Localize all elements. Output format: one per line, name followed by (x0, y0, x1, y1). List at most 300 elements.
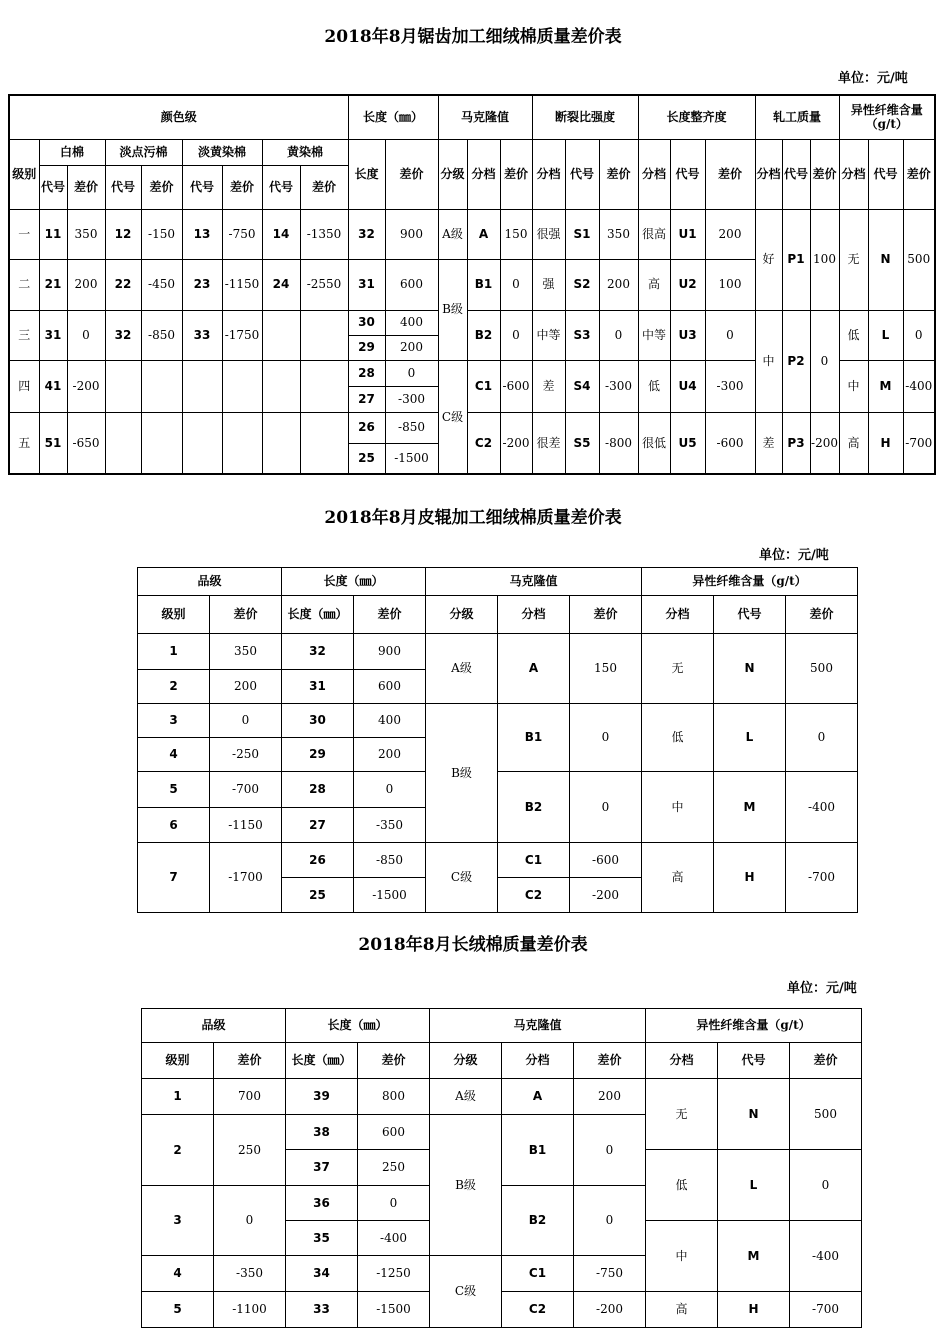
table-cell: 低 (839, 310, 868, 360)
col-color-header: 颜色级 (9, 95, 348, 139)
table-cell: -400 (786, 772, 858, 843)
table-cell: B1 (502, 1115, 574, 1186)
table-cell: -200 (810, 412, 839, 474)
table-cell: 4 (142, 1256, 214, 1292)
table3-unit: 单位：元/吨 (787, 981, 857, 996)
table-cell: -850 (141, 310, 182, 360)
table-cell: A级 (430, 1079, 502, 1115)
yellow-code-subheader: 代号 (262, 165, 300, 209)
table-cell: 11 (39, 209, 67, 259)
table-cell: 3 (138, 704, 210, 738)
table-cell: 0 (500, 310, 532, 360)
grade-header: 品级 (138, 568, 282, 596)
table-cell: 0 (574, 1186, 646, 1256)
table-cell: -150 (141, 209, 182, 259)
table2-rollergin-price-table (137, 567, 858, 913)
table-cell: B2 (498, 772, 570, 843)
table-cell: 好 (755, 209, 782, 310)
table-cell: -250 (210, 738, 282, 772)
table-cell: 6 (138, 808, 210, 843)
table-cell: -850 (354, 843, 426, 878)
table-cell: -1700 (210, 843, 282, 913)
table-cell (300, 412, 348, 474)
table-cell: A (502, 1079, 574, 1115)
table-cell: C级 (430, 1256, 502, 1328)
table-cell: S1 (565, 209, 599, 259)
table-cell: -600 (500, 360, 532, 412)
table-cell: -200 (67, 360, 105, 412)
table-cell: 0 (358, 1186, 430, 1221)
table-cell: C1 (467, 360, 500, 412)
table-cell: 12 (105, 209, 141, 259)
table-cell: A级 (426, 634, 498, 704)
table-cell: 350 (67, 209, 105, 259)
level-subheader: 级别 (142, 1043, 214, 1079)
table-cell: 500 (790, 1079, 862, 1150)
table-cell: 2 (138, 670, 210, 704)
table-cell: M (868, 360, 903, 412)
diff-subheader: 差价 (574, 1043, 646, 1079)
table-cell: -700 (786, 843, 858, 913)
col-ginning-header: 轧工质量 (755, 95, 839, 139)
table-cell: U3 (670, 310, 705, 360)
table-cell: 很低 (638, 412, 670, 474)
table-cell: B1 (467, 259, 500, 310)
foreign-code-subheader: 代号 (868, 139, 903, 209)
table-cell: 23 (182, 259, 222, 310)
table-cell: A (498, 634, 570, 704)
table-cell: -800 (599, 412, 638, 474)
table-cell: -1150 (210, 808, 282, 843)
white-cotton-header: 白棉 (39, 139, 105, 165)
table-cell: 很高 (638, 209, 670, 259)
table1-unit: 单位：元/吨 (838, 71, 908, 86)
table-cell: P3 (782, 412, 810, 474)
table-cell (262, 412, 300, 474)
foreign-fiber-header: 异性纤维含量（g/t） (646, 1009, 862, 1043)
table-cell: B2 (502, 1186, 574, 1256)
table-cell: S5 (565, 412, 599, 474)
diff-subheader: 差价 (790, 1043, 862, 1079)
table-cell: 800 (358, 1079, 430, 1115)
foreign-fiber-header: 异性纤维含量（g/t） (642, 568, 858, 596)
table-cell: 33 (286, 1292, 358, 1328)
mic-header: 马克隆值 (426, 568, 642, 596)
table-cell: B级 (426, 704, 498, 843)
table-cell: 32 (282, 634, 354, 670)
table-cell (141, 360, 182, 412)
col-strength-header: 断裂比强度 (532, 95, 638, 139)
table-cell: H (718, 1292, 790, 1328)
table-cell: 0 (67, 310, 105, 360)
ginning-diff-subheader: 差价 (810, 139, 839, 209)
table-cell: N (868, 209, 903, 310)
table-cell: 25 (282, 878, 354, 913)
table-cell: -700 (903, 412, 935, 474)
table-cell (300, 310, 348, 360)
table-cell: 350 (210, 634, 282, 670)
diff-subheader: 差价 (354, 596, 426, 634)
table-cell: 5 (138, 772, 210, 808)
table-cell: 21 (39, 259, 67, 310)
table-cell: 5 (142, 1292, 214, 1328)
table-cell (141, 412, 182, 474)
length-subheader: 长度 (348, 139, 385, 209)
table-cell: P1 (782, 209, 810, 310)
table-cell: 34 (286, 1256, 358, 1292)
table-cell: -350 (354, 808, 426, 843)
table-cell: 高 (646, 1292, 718, 1328)
mic-header: 马克隆值 (430, 1009, 646, 1043)
table-cell: 200 (210, 670, 282, 704)
table-cell: -300 (385, 386, 438, 412)
code-subheader: 代号 (714, 596, 786, 634)
table-cell: 27 (282, 808, 354, 843)
table-cell (222, 412, 262, 474)
strength-diff-subheader: 差价 (599, 139, 638, 209)
lightspot-diff-subheader: 差价 (141, 165, 182, 209)
length-subheader: 长度（㎜） (282, 596, 354, 634)
table-cell: -650 (67, 412, 105, 474)
table-cell: 28 (348, 360, 385, 386)
table-cell: -750 (222, 209, 262, 259)
table-cell: 25 (348, 443, 385, 474)
diff-subheader: 差价 (570, 596, 642, 634)
table-cell: 0 (500, 259, 532, 310)
table-cell: 0 (354, 772, 426, 808)
table-cell: H (714, 843, 786, 913)
table-cell: 38 (286, 1115, 358, 1150)
table-cell: 35 (286, 1221, 358, 1256)
uniform-diff-subheader: 差价 (705, 139, 755, 209)
table-cell: 31 (282, 670, 354, 704)
table-cell: -2550 (300, 259, 348, 310)
table-cell: A (467, 209, 500, 259)
table-cell: -1750 (222, 310, 262, 360)
table-cell: 200 (705, 209, 755, 259)
table-cell: 二 (9, 259, 39, 310)
table-cell: -600 (705, 412, 755, 474)
table-cell: S4 (565, 360, 599, 412)
table-cell: -200 (570, 878, 642, 913)
table-cell: -700 (210, 772, 282, 808)
col-foreign-fiber-header: 异性纤维含量（g/t） (839, 95, 935, 139)
table-cell (262, 310, 300, 360)
table-cell: 600 (385, 259, 438, 310)
table2-title: 2018年8月皮辊加工细绒棉质量差价表 (324, 508, 622, 528)
table-cell: 一 (9, 209, 39, 259)
table-cell: 高 (638, 259, 670, 310)
length-diff-subheader: 差价 (385, 139, 438, 209)
table-cell: S2 (565, 259, 599, 310)
table-cell: P2 (782, 310, 810, 412)
table-cell: 低 (638, 360, 670, 412)
table-cell: 51 (39, 412, 67, 474)
table-cell: 14 (262, 209, 300, 259)
table-cell: -1350 (300, 209, 348, 259)
table-cell: -200 (574, 1292, 646, 1328)
table-cell (300, 360, 348, 412)
ginning-code-subheader: 代号 (782, 139, 810, 209)
table-cell: -600 (570, 843, 642, 878)
table-cell: -1500 (358, 1292, 430, 1328)
table-cell: 0 (786, 704, 858, 772)
table-cell: -1100 (214, 1292, 286, 1328)
table-cell: 31 (39, 310, 67, 360)
white-code-subheader: 代号 (39, 165, 67, 209)
fenji-subheader: 分级 (426, 596, 498, 634)
table-cell: M (714, 772, 786, 843)
table-cell: 33 (182, 310, 222, 360)
table-cell: 41 (39, 360, 67, 412)
table-cell: B2 (467, 310, 500, 360)
table-cell: 400 (354, 704, 426, 738)
table-cell: 500 (786, 634, 858, 704)
table-cell: 29 (348, 335, 385, 360)
table-cell: -1500 (385, 443, 438, 474)
table-cell: 600 (354, 670, 426, 704)
table-cell: 0 (903, 310, 935, 360)
table-cell: 无 (839, 209, 868, 310)
table-cell: 600 (358, 1115, 430, 1150)
table-cell: 24 (262, 259, 300, 310)
uniform-code-subheader: 代号 (670, 139, 705, 209)
table-cell: 0 (599, 310, 638, 360)
table-cell: 中等 (638, 310, 670, 360)
table-cell: L (868, 310, 903, 360)
table-cell: 250 (214, 1115, 286, 1186)
table-cell: 0 (210, 704, 282, 738)
table-cell (182, 360, 222, 412)
table-cell: 400 (385, 310, 438, 335)
table-cell: 150 (500, 209, 532, 259)
table-cell: 中 (839, 360, 868, 412)
table-cell: C2 (467, 412, 500, 474)
light-spotted-header: 淡点污棉 (105, 139, 182, 165)
table3-title: 2018年8月长绒棉质量差价表 (358, 935, 588, 955)
col-mic-header: 马克隆值 (438, 95, 532, 139)
diff-subheader: 差价 (214, 1043, 286, 1079)
table-cell (182, 412, 222, 474)
table-cell: -450 (141, 259, 182, 310)
table-cell: 中等 (532, 310, 565, 360)
table-cell: 中 (646, 1221, 718, 1292)
grade-header: 级别 (9, 139, 39, 209)
fendang-subheader: 分档 (498, 596, 570, 634)
length-subheader: 长度（㎜） (286, 1043, 358, 1079)
table-cell: 很强 (532, 209, 565, 259)
table-cell: 无 (646, 1079, 718, 1150)
table-cell: 低 (642, 704, 714, 772)
table-cell: -1150 (222, 259, 262, 310)
table-cell (262, 360, 300, 412)
table-cell: 30 (282, 704, 354, 738)
table-cell: -1500 (354, 878, 426, 913)
level-subheader: 级别 (138, 596, 210, 634)
table-cell: 100 (810, 209, 839, 310)
table-cell: 150 (570, 634, 642, 704)
table-cell: U2 (670, 259, 705, 310)
table-cell: 27 (348, 386, 385, 412)
diff-subheader: 差价 (210, 596, 282, 634)
table-cell: 三 (9, 310, 39, 360)
table-cell: -300 (599, 360, 638, 412)
table-cell: 0 (214, 1186, 286, 1256)
table-cell: 900 (385, 209, 438, 259)
table-cell: A级 (438, 209, 467, 259)
foreign-diff-subheader: 差价 (903, 139, 935, 209)
lightspot-code-subheader: 代号 (105, 165, 141, 209)
table-cell (105, 360, 141, 412)
col-length-header: 长度（㎜） (348, 95, 438, 139)
table-cell: 350 (599, 209, 638, 259)
table-cell: 差 (755, 412, 782, 474)
table-cell: 高 (642, 843, 714, 913)
table1-sawgin-price-table (8, 94, 936, 475)
mic-diff-subheader: 差价 (500, 139, 532, 209)
table-cell: H (868, 412, 903, 474)
table-cell: -750 (574, 1256, 646, 1292)
table-cell: 0 (574, 1115, 646, 1186)
table-cell: B级 (438, 259, 467, 360)
table-cell (105, 412, 141, 474)
white-diff-subheader: 差价 (67, 165, 105, 209)
table-cell: 26 (282, 843, 354, 878)
table-cell: U4 (670, 360, 705, 412)
table-cell: 200 (599, 259, 638, 310)
table-cell: 13 (182, 209, 222, 259)
col-uniformity-header: 长度整齐度 (638, 95, 755, 139)
strength-code-subheader: 代号 (565, 139, 599, 209)
table-cell: -850 (385, 412, 438, 443)
table-cell: L (714, 704, 786, 772)
table-cell: 31 (348, 259, 385, 310)
yellow-diff-subheader: 差价 (300, 165, 348, 209)
table-cell: 39 (286, 1079, 358, 1115)
lightyellow-code-subheader: 代号 (182, 165, 222, 209)
table3-longstaple-price-table (141, 1008, 862, 1328)
table-cell: -200 (500, 412, 532, 474)
table-cell: 强 (532, 259, 565, 310)
table-cell: C2 (502, 1292, 574, 1328)
table-cell: C2 (498, 878, 570, 913)
mic-fenji-subheader: 分级 (438, 139, 467, 209)
table-cell: 1 (138, 634, 210, 670)
table-cell (222, 360, 262, 412)
table-cell: 五 (9, 412, 39, 474)
table-cell: 700 (214, 1079, 286, 1115)
code-subheader: 代号 (718, 1043, 790, 1079)
table-cell: 32 (105, 310, 141, 360)
table-cell: 高 (839, 412, 868, 474)
table-cell: M (718, 1221, 790, 1292)
table-cell: C级 (438, 360, 467, 474)
length-header: 长度（㎜） (282, 568, 426, 596)
fendang-subheader: 分档 (502, 1043, 574, 1079)
table-cell: 0 (705, 310, 755, 360)
mic-fendang-subheader: 分档 (467, 139, 500, 209)
ginning-fendang-subheader: 分档 (755, 139, 782, 209)
table-cell: B1 (498, 704, 570, 772)
foreign-fendang-subheader: 分档 (839, 139, 868, 209)
table-cell: 1 (142, 1079, 214, 1115)
table-cell: -400 (790, 1221, 862, 1292)
table-cell: 0 (810, 310, 839, 412)
table-cell: -300 (705, 360, 755, 412)
table-cell: 200 (385, 335, 438, 360)
table-cell: 36 (286, 1186, 358, 1221)
table-cell: 低 (646, 1150, 718, 1221)
table-cell: 很差 (532, 412, 565, 474)
table-cell: U1 (670, 209, 705, 259)
fendang-subheader: 分档 (646, 1043, 718, 1079)
diff-subheader: 差价 (786, 596, 858, 634)
grade-header: 品级 (142, 1009, 286, 1043)
table-cell: 无 (642, 634, 714, 704)
table1-title: 2018年8月锯齿加工细绒棉质量差价表 (324, 27, 622, 47)
strength-fendang-subheader: 分档 (532, 139, 565, 209)
table-cell: 100 (705, 259, 755, 310)
yellow-stained-header: 黄染棉 (262, 139, 348, 165)
table-cell: -1250 (358, 1256, 430, 1292)
diff-subheader: 差价 (358, 1043, 430, 1079)
table-cell: 3 (142, 1186, 214, 1256)
table-cell: 32 (348, 209, 385, 259)
light-yellow-header: 淡黄染棉 (182, 139, 262, 165)
table-cell: 7 (138, 843, 210, 913)
table-cell: S3 (565, 310, 599, 360)
table-cell: 26 (348, 412, 385, 443)
table-cell: 22 (105, 259, 141, 310)
table-cell: B级 (430, 1115, 502, 1256)
length-header: 长度（㎜） (286, 1009, 430, 1043)
table-cell: 28 (282, 772, 354, 808)
table-cell: -400 (358, 1221, 430, 1256)
table-cell: 500 (903, 209, 935, 310)
table-cell: 200 (574, 1079, 646, 1115)
table-cell: 中 (642, 772, 714, 843)
fenji-subheader: 分级 (430, 1043, 502, 1079)
table-cell: L (718, 1150, 790, 1221)
table-cell: 200 (67, 259, 105, 310)
table-cell: 29 (282, 738, 354, 772)
table-cell: C级 (426, 843, 498, 913)
table-cell: -350 (214, 1256, 286, 1292)
table-cell: 4 (138, 738, 210, 772)
table-cell: N (718, 1079, 790, 1150)
table-cell: -700 (790, 1292, 862, 1328)
table2-unit: 单位：元/吨 (759, 548, 829, 563)
table-cell: 四 (9, 360, 39, 412)
table-cell: 0 (570, 704, 642, 772)
table-cell: 0 (570, 772, 642, 843)
table-cell: N (714, 634, 786, 704)
lightyellow-diff-subheader: 差价 (222, 165, 262, 209)
table-cell: C1 (502, 1256, 574, 1292)
uniform-fendang-subheader: 分档 (638, 139, 670, 209)
table-cell: 900 (354, 634, 426, 670)
table-cell: 2 (142, 1115, 214, 1186)
table-cell: 0 (790, 1150, 862, 1221)
table-cell: 0 (385, 360, 438, 386)
table-cell: 中 (755, 310, 782, 412)
table-cell: 30 (348, 310, 385, 335)
table-cell: C1 (498, 843, 570, 878)
table-cell: 250 (358, 1150, 430, 1186)
table-cell: 200 (354, 738, 426, 772)
table-cell: -400 (903, 360, 935, 412)
table-cell: 差 (532, 360, 565, 412)
